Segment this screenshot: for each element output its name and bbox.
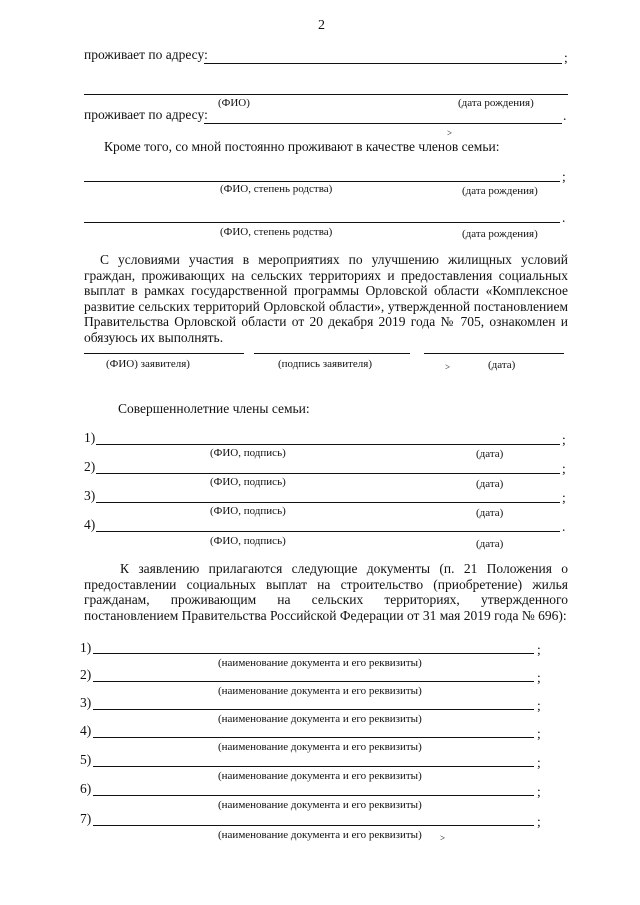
doc-row-number-3: 3) xyxy=(80,695,92,710)
document-field-4[interactable] xyxy=(93,737,534,738)
adult-row-end-1: ; xyxy=(562,432,566,447)
caption-fio-sign-2: (ФИО, подпись) xyxy=(210,476,286,488)
doc-row-end-7: ; xyxy=(537,814,541,829)
fio-birth-field[interactable] xyxy=(84,94,568,95)
caption-birth-1: (дата рождения) xyxy=(462,185,538,197)
address-field-2[interactable] xyxy=(204,123,562,124)
caption-fio-relation-1: (ФИО, степень родства) xyxy=(220,183,333,195)
doc-caption-7: (наименование документа и его реквизиты) xyxy=(218,829,422,841)
doc-row-end-4: ; xyxy=(537,726,541,741)
adult-row-end-2: ; xyxy=(562,461,566,476)
doc-caption-4: (наименование документа и его реквизиты) xyxy=(218,741,422,753)
caption-fio-sign-3: (ФИО, подпись) xyxy=(210,505,286,517)
scan-mark-3: ˃ xyxy=(440,833,446,843)
doc-row-number-7: 7) xyxy=(80,811,92,826)
applicant-fio-field[interactable] xyxy=(84,353,244,354)
doc-caption-2: (наименование документа и его реквизиты) xyxy=(218,685,422,697)
caption-applicant-signature: (подпись заявителя) xyxy=(278,358,373,370)
adult-row-number-4: 4) xyxy=(84,517,96,532)
caption-fio: (ФИО) xyxy=(218,97,250,109)
attachments-paragraph: К заявлению прилагаются следующие документы (п. 21 Положения о предоставлении социальных выплат на строительство (приобретение) жилья гражданам, проживающим на сельских территориях, утвержденного постановлением Правительства Российской Федерации от 31 мая 2019 года № 696): xyxy=(84,561,568,623)
address-field-1[interactable] xyxy=(204,63,562,64)
applicant-signature-field[interactable] xyxy=(254,353,410,354)
adult-row-end-4: . xyxy=(562,519,566,534)
family-member-field-1[interactable] xyxy=(84,181,560,182)
doc-caption-1: (наименование документа и его реквизиты) xyxy=(218,657,422,669)
adult-row-end-3: ; xyxy=(562,490,566,505)
caption-adult-date-2: (дата) xyxy=(476,478,504,490)
family-member-field-2[interactable] xyxy=(84,222,560,223)
doc-row-number-1: 1) xyxy=(80,640,92,655)
doc-row-number-5: 5) xyxy=(80,752,92,767)
caption-birth-2: (дата рождения) xyxy=(462,228,538,240)
adult-member-field-1[interactable] xyxy=(96,444,560,445)
family-period-2: . xyxy=(562,210,566,225)
doc-row-end-6: ; xyxy=(537,784,541,799)
address-label-2: проживает по адресу: xyxy=(84,107,208,122)
address-label-1: проживает по адресу: xyxy=(84,47,208,62)
scan-mark-2: ˃ xyxy=(445,362,451,372)
caption-applicant-date: (дата) xyxy=(488,359,516,371)
caption-adult-date-3: (дата) xyxy=(476,507,504,519)
adult-row-number-1: 1) xyxy=(84,430,96,445)
adult-row-number-3: 3) xyxy=(84,488,96,503)
adult-members-title: Совершеннолетние члены семьи: xyxy=(118,401,310,416)
caption-fio-sign-4: (ФИО, подпись) xyxy=(210,535,286,547)
caption-adult-date-1: (дата) xyxy=(476,448,504,460)
address-semicolon-1: ; xyxy=(564,50,568,65)
caption-birth: (дата рождения) xyxy=(458,97,534,109)
page-number: 2 xyxy=(318,18,325,33)
doc-row-end-5: ; xyxy=(537,755,541,770)
doc-row-end-1: ; xyxy=(537,642,541,657)
adult-member-field-3[interactable] xyxy=(96,502,560,503)
caption-fio-sign-1: (ФИО, подпись) xyxy=(210,447,286,459)
document-field-6[interactable] xyxy=(93,795,534,796)
document-field-1[interactable] xyxy=(93,653,534,654)
document-field-7[interactable] xyxy=(93,825,534,826)
address-period-2: . xyxy=(563,108,567,123)
doc-row-number-6: 6) xyxy=(80,781,92,796)
doc-row-end-3: ; xyxy=(537,698,541,713)
doc-caption-3: (наименование документа и его реквизиты) xyxy=(218,713,422,725)
family-semicolon-1: ; xyxy=(562,169,566,184)
caption-applicant-fio: (ФИО) заявителя) xyxy=(106,358,190,370)
adult-member-field-2[interactable] xyxy=(96,473,560,474)
applicant-date-field[interactable] xyxy=(424,353,564,354)
doc-row-number-2: 2) xyxy=(80,667,92,682)
document-field-2[interactable] xyxy=(93,681,534,682)
doc-caption-6: (наименование документа и его реквизиты) xyxy=(218,799,422,811)
caption-adult-date-4: (дата) xyxy=(476,538,504,550)
family-intro: Кроме того, со мной постоянно проживают в качестве членов семьи: xyxy=(104,139,500,154)
doc-row-end-2: ; xyxy=(537,670,541,685)
doc-row-number-4: 4) xyxy=(80,723,92,738)
adult-row-number-2: 2) xyxy=(84,459,96,474)
document-field-5[interactable] xyxy=(93,766,534,767)
consent-paragraph: С условиями участия в мероприятиях по улучшению жилищных условий граждан, проживающих на сельских территориях и предоставления социальных выплат в рамках государственной программы Орловской области «Комплексное развитие сельских территорий Орловской области», утвержденной постановлением Правительства Орловской области от 20 декабря 2019 года № 705, ознакомлен и обязуюсь их выполнять. xyxy=(84,252,568,345)
doc-caption-5: (наименование документа и его реквизиты) xyxy=(218,770,422,782)
document-field-3[interactable] xyxy=(93,709,534,710)
scan-mark-1: ˃ xyxy=(447,128,453,138)
adult-member-field-4[interactable] xyxy=(96,531,560,532)
caption-fio-relation-2: (ФИО, степень родства) xyxy=(220,226,333,238)
